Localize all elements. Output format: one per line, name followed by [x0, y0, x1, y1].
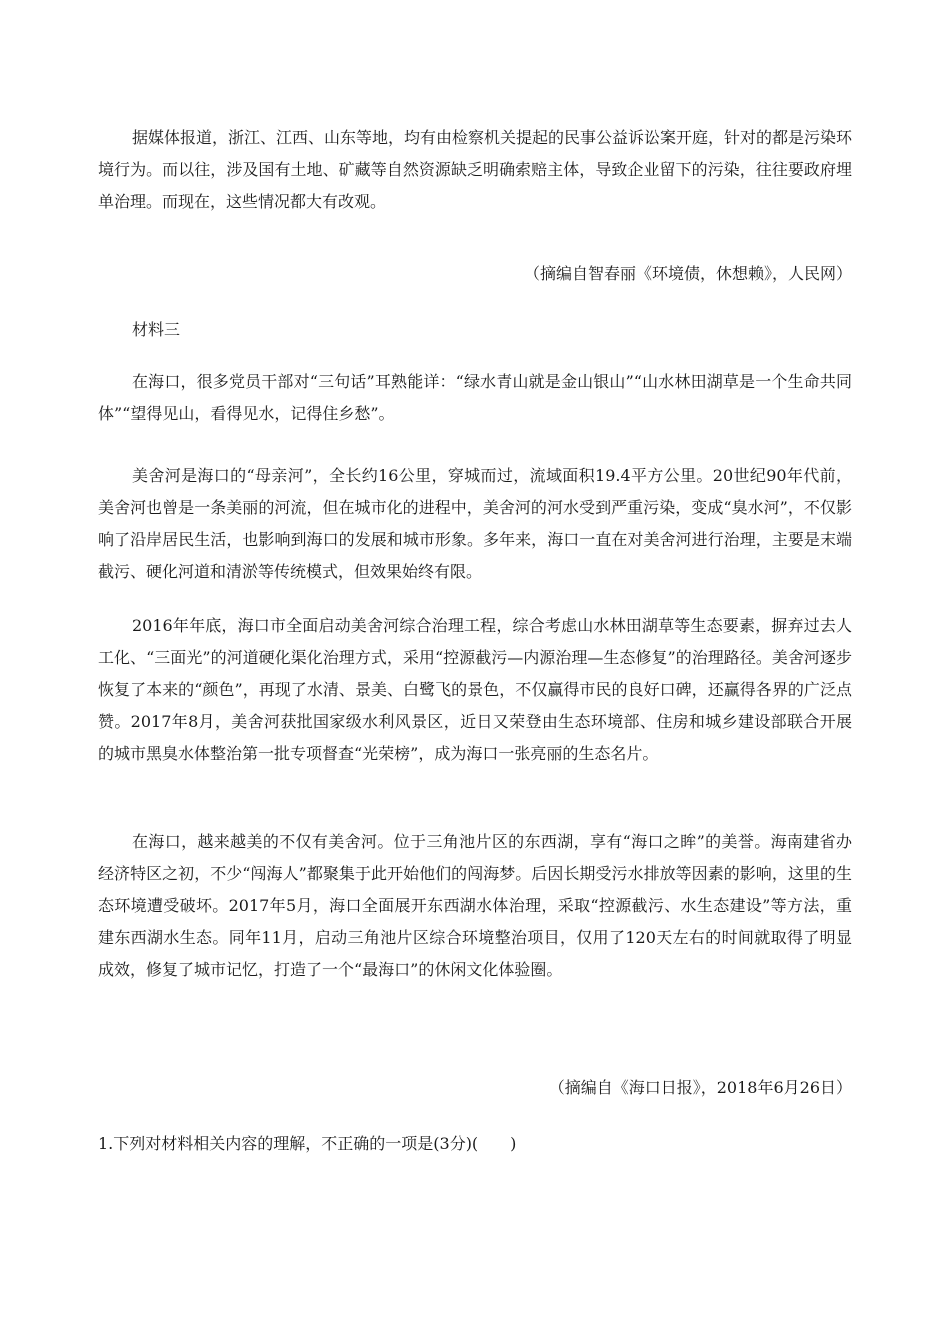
paragraph-1: 据媒体报道，浙江、江西、山东等地，均有由检察机关提起的民事公益诉讼案开庭，针对的都是污染环境行为。而以往，涉及国有土地、矿藏等自然资源缺乏明确索赔主体，导致企业留下的污染，往往要政府埋单治理。而现在，这些情况都大有改观。 [98, 128, 853, 211]
paragraph-4-block [98, 610, 852, 770]
question-1: 1.下列对材料相关内容的理解，不正确的一项是(3分)( ) [98, 1134, 517, 1153]
paragraph-1-block [98, 122, 852, 218]
paragraph-2-block [98, 366, 852, 430]
source-citation-2: （摘编自《海口日报》，2018年6月26日） [548, 1078, 852, 1097]
paragraph-5-block [98, 826, 852, 986]
paragraph-4: 2016年年底，海口市全面启动美舍河综合治理工程，综合考虑山水林田湖草等生态要素，摒弃过去人工化、“三面光”的河道硬化渠化治理方式，采用“控源截污—内源治理—生态修复”的治理路径。美舍河逐步恢复了本来的“颜色”，再现了水清、景美、白鹭飞的景色，不仅赢得市民的良好口碑，还赢得各界的广泛点赞。2017年8月，美舍河获批国家级水利风景区，近日又荣登由生态环境部、住房和城乡建设部联合开展的城市黑臭水体整治第一批专项督查“光荣榜”，成为海口一张亮丽的生态名片。 [98, 616, 852, 763]
source-citation-1: （摘编自智春丽《环境债，休想赖》，人民网） [523, 264, 852, 283]
paragraph-5: 在海口，越来越美的不仅有美舍河。位于三角池片区的东西湖，享有“海口之眸”的美誉。海南建省办经济特区之初，不少“闯海人”都聚集于此开始他们的闯海梦。后因长期受污水排放等因素的影响，这里的生态环境遭受破坏。2017年5月，海口全面展开东西湖水体治理，采取“控源截污、水生态建设”等方法，重建东西湖水生态。同年11月，启动三角池片区综合环境整治项目，仅用了120天左右的时间就取得了明显成效，修复了城市记忆，打造了一个“最海口”的休闲文化体验圈。 [98, 832, 852, 979]
paragraph-3-block [98, 460, 852, 588]
paragraph-3: 美舍河是海口的“母亲河”，全长约16公里，穿城而过，流域面积19.4平方公里。20世纪90年代前，美舍河也曾是一条美丽的河流，但在城市化的进程中，美舍河的河水受到严重污染，变成“臭水河”，不仅影响了沿岸居民生活，也影响到海口的发展和城市形象。多年来，海口一直在对美舍河进行治理，主要是末端截污、硬化河道和清淤等传统模式，但效果始终有限。 [98, 466, 852, 581]
material-three-heading: 材料三 [132, 320, 181, 339]
paragraph-2: 在海口，很多党员干部对“三句话”耳熟能详：“绿水青山就是金山银山”“山水林田湖草是一个生命共同体”“望得见山，看得见水，记得住乡愁”。 [98, 372, 852, 423]
